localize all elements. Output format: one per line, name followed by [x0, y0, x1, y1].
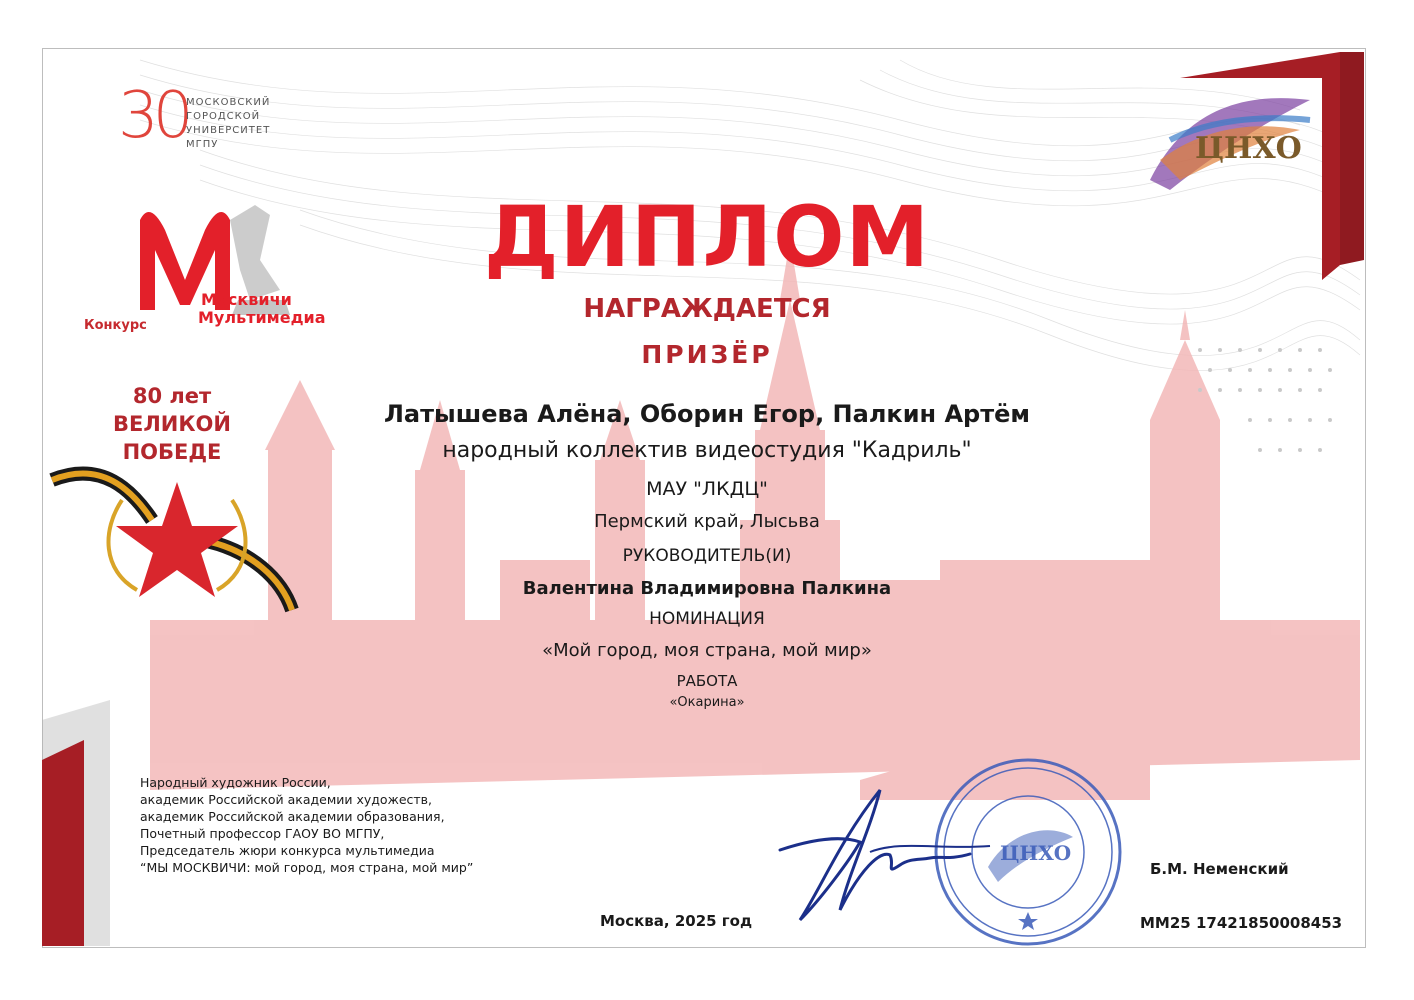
- nomination-value: «Мой город, моя страна, мой мир»: [542, 640, 872, 661]
- logo-number: 30: [118, 79, 188, 153]
- contest-logo-line2: Мультимедиа: [198, 308, 326, 327]
- organization-name: МАУ "ЛКДЦ": [646, 478, 768, 500]
- region-name: Пермский край, Лысьва: [594, 511, 820, 532]
- contest-logo-prefix: Конкурс: [84, 318, 147, 333]
- contest-logo-line1: Москвичи: [201, 290, 292, 309]
- awarded-label: НАГРАЖДАЕТСЯ: [583, 294, 831, 324]
- leader-label: РУКОВОДИТЕЛЬ(И): [622, 546, 792, 566]
- prize-label: ПРИЗЁР: [641, 340, 773, 369]
- recipient-names: Латышева Алёна, Оборин Егор, Палкин Артём: [383, 400, 1031, 428]
- work-label: РАБОТА: [676, 672, 738, 690]
- signer-name: Б.М. Неменский: [1150, 860, 1289, 878]
- collective-name: народный коллектив видеостудия "Кадриль": [442, 438, 972, 463]
- svg-text:ЦНХО: ЦНХО: [1195, 131, 1302, 166]
- mgpu-logo: [118, 79, 288, 164]
- nomination-label: НОМИНАЦИЯ: [649, 609, 765, 629]
- work-value: «Окарина»: [669, 695, 745, 710]
- jury-description: Народный художник России, академик Российской академии художеств, академик Российской академии образования, Почетный профессор ГАОУ ВО МГПУ, Председатель жюри конкурса мультимедиа “МЫ МОСКВИЧИ: мой город, моя страна, мой мир”: [140, 775, 474, 875]
- city-year: Москва, 2025 год: [600, 912, 753, 930]
- signature: [770, 780, 1000, 930]
- registration-number: ММ25 17421850008453: [1140, 914, 1343, 932]
- diploma-title: ДИПЛОМ: [483, 188, 931, 286]
- leader-name: Валентина Владимировна Палкина: [522, 578, 892, 599]
- chxo-logo: [1140, 80, 1320, 200]
- logo-text: МОСКОВСКИЙ ГОРОДСКОЙ УНИВЕРСИТЕТ МГПУ: [186, 97, 271, 150]
- victory-heading: 80 лет ВЕЛИКОЙ ПОБЕДЕ: [113, 384, 231, 464]
- seal-logo-text: ЦНХО: [1000, 841, 1072, 865]
